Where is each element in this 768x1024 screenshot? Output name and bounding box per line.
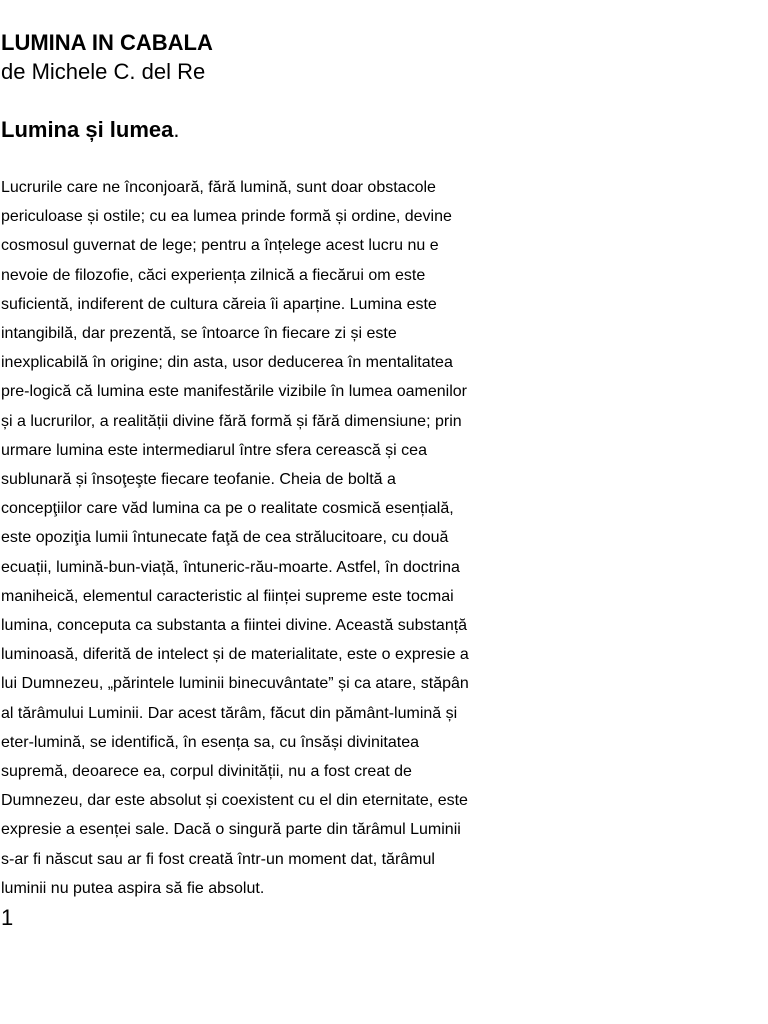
body-line: ecuații, lumină-bun-viață, întuneric-rău-moarte. Astfel, în doctrina: [1, 558, 460, 576]
page-number: 1: [1, 905, 14, 931]
section-heading: [1, 115, 768, 144]
body-line: lui Dumnezeu, „părintele luminii binecuvântate” și ca atare, stăpân: [1, 675, 469, 693]
body-line: cosmosul guvernat de lege; pentru a înțelege acest lucru nu e: [1, 237, 439, 255]
body-paragraph: [1, 173, 768, 903]
section-heading-text: Lumina și lumea: [1, 117, 174, 142]
body-line: al tărâmului Luminii. Dar acest tărâm, făcut din pământ-lumină și: [1, 704, 458, 722]
document-page: [0, 28, 768, 932]
body-line: expresie a esenței sale. Dacă o singură parte din tărâmul Luminii: [1, 821, 461, 839]
body-line: supremă, deoarece ea, corpul divinității, nu a fost creat de: [1, 763, 412, 781]
body-line: eter-lumină, se identifică, în esența sa, cu însăși divinitatea: [1, 733, 419, 751]
body-line: și a lucrurilor, a realității divine fără formă și fără dimensiune; prin: [1, 412, 462, 430]
body-line: pre-logică că lumina este manifestările vizibile în lumea oamenilor: [1, 383, 467, 401]
section-heading-suffix: .: [173, 117, 180, 142]
body-line: s-ar fi născut sau ar fi fost creată într-un moment dat, tărâmul: [1, 850, 435, 868]
body-line: Dumnezeu, dar este absolut și coexistent cu el din eternitate, este: [1, 792, 468, 810]
document-author: de Michele C. del Re: [1, 59, 206, 84]
body-line: Lucrurile care ne înconjoară, fără lumină, sunt doar obstacole: [1, 179, 436, 196]
body-line: luminoasă, diferită de intelect și de materialitate, este o expresie a: [1, 646, 469, 664]
body-line: sublunară și însoţeşte fiecare teofanie. Cheia de boltă a: [1, 471, 396, 489]
body-line: periculoase și ostile; cu ea lumea prinde formă și ordine, devine: [1, 208, 452, 226]
body-line: suficientă, indiferent de cultura căreia îi aparține. Lumina este: [1, 295, 437, 313]
body-line: maniheică, elementul caracteristic al ființei supreme este tocmai: [1, 587, 454, 605]
body-line: nevoie de filozofie, căci experiența zilnică a fiecărui om este: [1, 266, 426, 284]
document-title: LUMINA IN CABALA: [1, 30, 213, 55]
body-line: concepţiilor care văd lumina ca pe o realitate cosmică esențială,: [1, 500, 454, 518]
body-line: urmare lumina este intermediarul între sfera cerească și cea: [1, 441, 427, 459]
body-line: lumina, conceputa ca substanta a fiintei divine. Această substanță: [1, 617, 468, 635]
body-line: inexplicabilă în origine; din asta, usor deducerea în mentalitatea: [1, 354, 453, 372]
body-line: este opoziţia lumii întunecate faţă de cea strălucitoare, cu două: [1, 529, 449, 547]
body-line: intangibilă, dar prezentă, se întoarce în fiecare zi și este: [1, 325, 397, 343]
body-line: luminii nu putea aspira să fie absolut.: [1, 879, 265, 897]
